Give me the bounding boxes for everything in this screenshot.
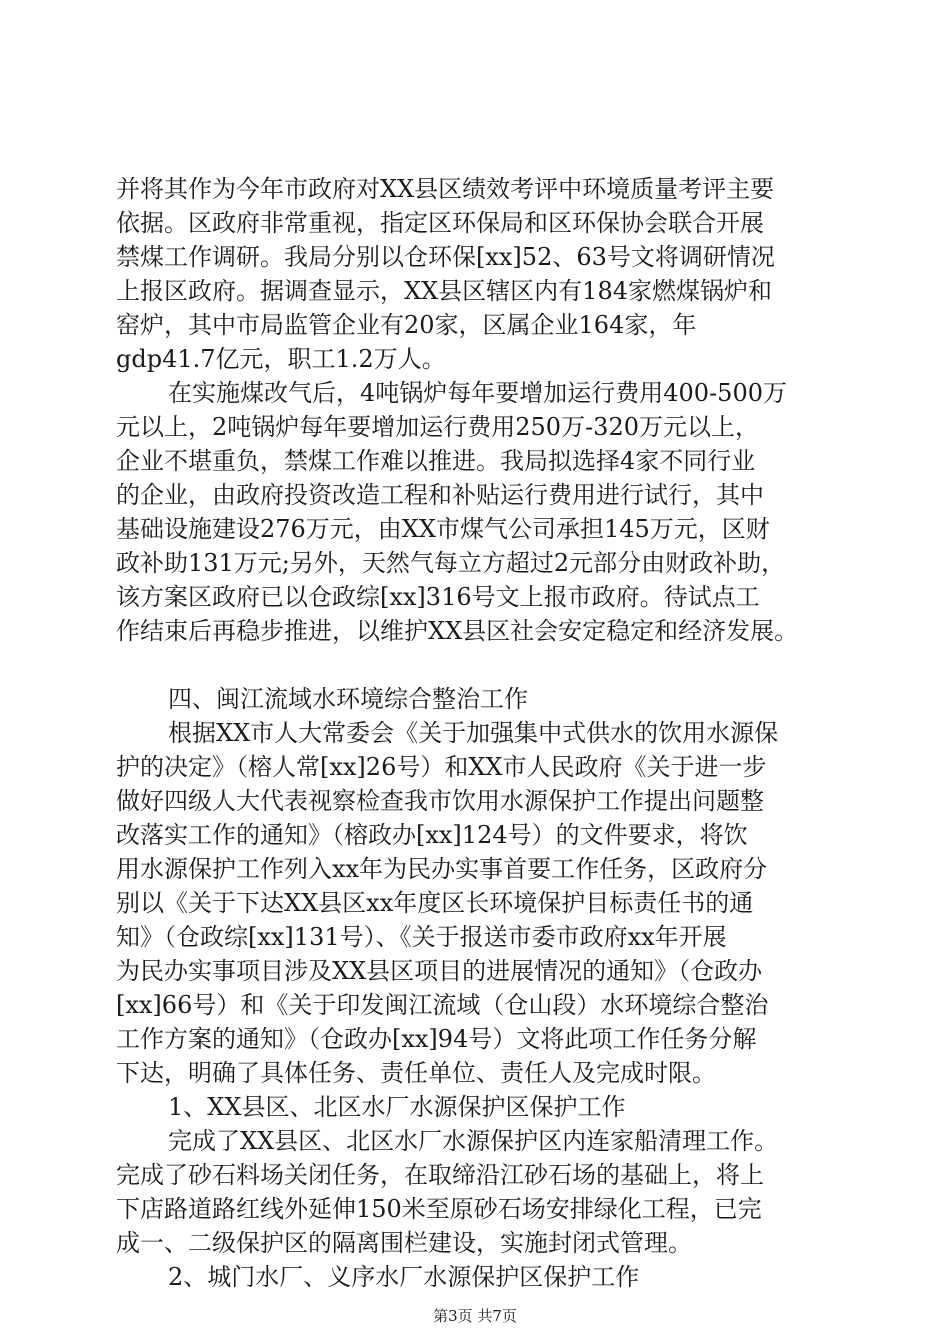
text-line: 成一、二级保护区的隔离围栏建设，实施封闭式管理。 bbox=[116, 1229, 692, 1257]
subsection-heading: 1、XX县区、北区水厂水源保护区保护工作 bbox=[168, 1093, 626, 1121]
subsection-heading: 2、城门水厂、义序水厂水源保护区保护工作 bbox=[168, 1263, 640, 1291]
text-line: 改落实工作的通知》（榕政办[xx]124号）的文件要求，将饮 bbox=[116, 821, 748, 849]
text-line: 完成了XX县区、北区水厂水源保护区内连家船清理工作。 bbox=[168, 1127, 779, 1155]
text-line: 上报区政府。据调查显示，XX县区辖区内有184家燃煤锅炉和 bbox=[116, 277, 772, 305]
text-line: 别以《关于下达XX县区xx年度区长环境保护目标责任书的通 bbox=[116, 889, 754, 917]
text-line: 政补助131万元;另外，天然气每立方超过2元部分由财政补助， bbox=[116, 549, 786, 577]
text-line: 知》（仓政综[xx]131号）、《关于报送市委市政府xx年开展 bbox=[116, 923, 727, 951]
text-line: 元以上，2吨锅炉每年要增加运行费用250万-320万元以上， bbox=[116, 413, 759, 441]
text-line: 作结束后再稳步推进，以维护XX县区社会安定稳定和经济发展。 bbox=[116, 617, 799, 645]
text-line: 根据XX市人大常委会《关于加强集中式供水的饮用水源保 bbox=[168, 719, 779, 747]
text-line: [xx]66号）和《关于印发闽江流域（仓山段）水环境综合整治 bbox=[116, 991, 769, 1019]
section-heading: 四、闽江流域水环境综合整治工作 bbox=[168, 685, 528, 713]
text-line: 该方案区政府已以仓政综[xx]316号文上报市政府。待试点工 bbox=[116, 583, 760, 611]
text-line: 禁煤工作调研。我局分别以仓环保[xx]52、63号文将调研情况 bbox=[116, 243, 775, 271]
text-line: 窑炉，其中市局监管企业有20家，区属企业164家，年 bbox=[116, 311, 697, 339]
text-line: 做好四级人大代表视察检查我市饮用水源保护工作提出问题整 bbox=[116, 787, 764, 815]
text-line: 为民办实事项目涉及XX县区项目的进展情况的通知》（仓政办 bbox=[116, 957, 763, 985]
text-line: gdp41.7亿元，职工1.2万人。 bbox=[116, 345, 446, 373]
text-line: 下店路道路红线外延伸150米至原砂石场安排绿化工程，已完 bbox=[116, 1195, 762, 1223]
text-line: 依据。区政府非常重视，指定区环保局和区环保协会联合开展 bbox=[116, 209, 764, 237]
text-line: 基础设施建设276万元，由XX市煤气公司承担145万元，区财 bbox=[116, 515, 770, 543]
text-line: 下达，明确了具体任务、责任单位、责任人及完成时限。 bbox=[116, 1059, 716, 1087]
text-line: 在实施煤改气后，4吨锅炉每年要增加运行费用400-500万 bbox=[168, 379, 787, 407]
text-line: 护的决定》（榕人常[xx]26号）和XX市人民政府《关于进一步 bbox=[116, 753, 767, 781]
page-number-footer: 第3页 共7页 bbox=[433, 1307, 517, 1325]
text-line: 并将其作为今年市政府对XX县区绩效考评中环境质量考评主要 bbox=[116, 175, 775, 203]
text-line: 的企业，由政府投资改造工程和补贴运行费用进行试行，其中 bbox=[116, 481, 764, 509]
text-line: 完成了砂石料场关闭任务，在取缔沿江砂石场的基础上，将上 bbox=[116, 1161, 764, 1189]
text-line: 工作方案的通知》（仓政办[xx]94号）文将此项工作任务分解 bbox=[116, 1025, 757, 1053]
text-line: 企业不堪重负，禁煤工作难以推进。我局拟选择4家不同行业 bbox=[116, 447, 756, 475]
text-line: 用水源保护工作列入xx年为民办实事首要工作任务，区政府分 bbox=[116, 855, 768, 883]
